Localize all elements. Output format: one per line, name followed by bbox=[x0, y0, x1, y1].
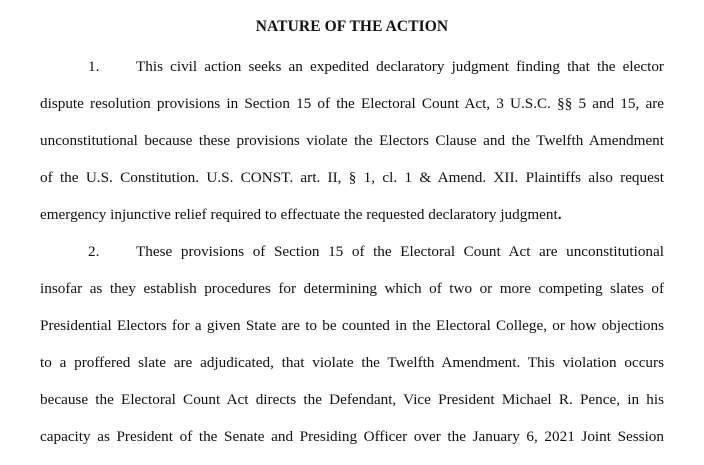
paragraph-2-line-5: because the Electoral Count Act directs the Defendant, Vice President Michael R. Pence, in his bbox=[40, 391, 664, 408]
paragraph-1-line-2: dispute resolution provisions in Section 15 of the Electoral Count Act, 3 U.S.C. §§ 5 and 15, are bbox=[40, 95, 664, 112]
paragraph-2-line-1 bbox=[40, 242, 664, 262]
section-heading: NATURE OF THE ACTION bbox=[255, 18, 449, 35]
paragraph-1-line-3: unconstitutional because these provisions violate the Electors Clause and the Twelfth Amendment bbox=[40, 132, 664, 149]
paragraph-text: These provisions of Section 15 of the Electoral Count Act are unconstitutional bbox=[136, 243, 664, 260]
paragraph-end-period: . bbox=[557, 206, 562, 223]
paragraph-2-line-3: Presidential Electors for a given State are to be counted in the Electoral College, or how objections bbox=[40, 317, 664, 334]
paragraph-1-line-1 bbox=[40, 57, 664, 77]
paragraph-text: emergency injunctive relief required to effectuate the requested declaratory judgment bbox=[40, 206, 558, 223]
paragraph-2-line-4: to a proffered slate are adjudicated, that violate the Twelfth Amendment. This violation occurs bbox=[40, 354, 664, 371]
paragraph-number: 2. bbox=[88, 243, 100, 260]
paragraph-number: 1. bbox=[88, 58, 100, 75]
paragraph-1-line-5 bbox=[40, 205, 664, 225]
paragraph-text: This civil action seeks an expedited declaratory judgment finding that the elector bbox=[136, 58, 664, 75]
paragraph-2-line-2: insofar as they establish procedures for determining which of two or more competing slates of bbox=[40, 280, 664, 297]
paragraph-1-line-4: of the U.S. Constitution. U.S. CONST. art. II, § 1, cl. 1 & Amend. XII. Plaintiffs also request bbox=[40, 169, 664, 186]
paragraph-2-line-6: capacity as President of the Senate and Presiding Officer over the January 6, 2021 Joint Session bbox=[40, 428, 664, 445]
